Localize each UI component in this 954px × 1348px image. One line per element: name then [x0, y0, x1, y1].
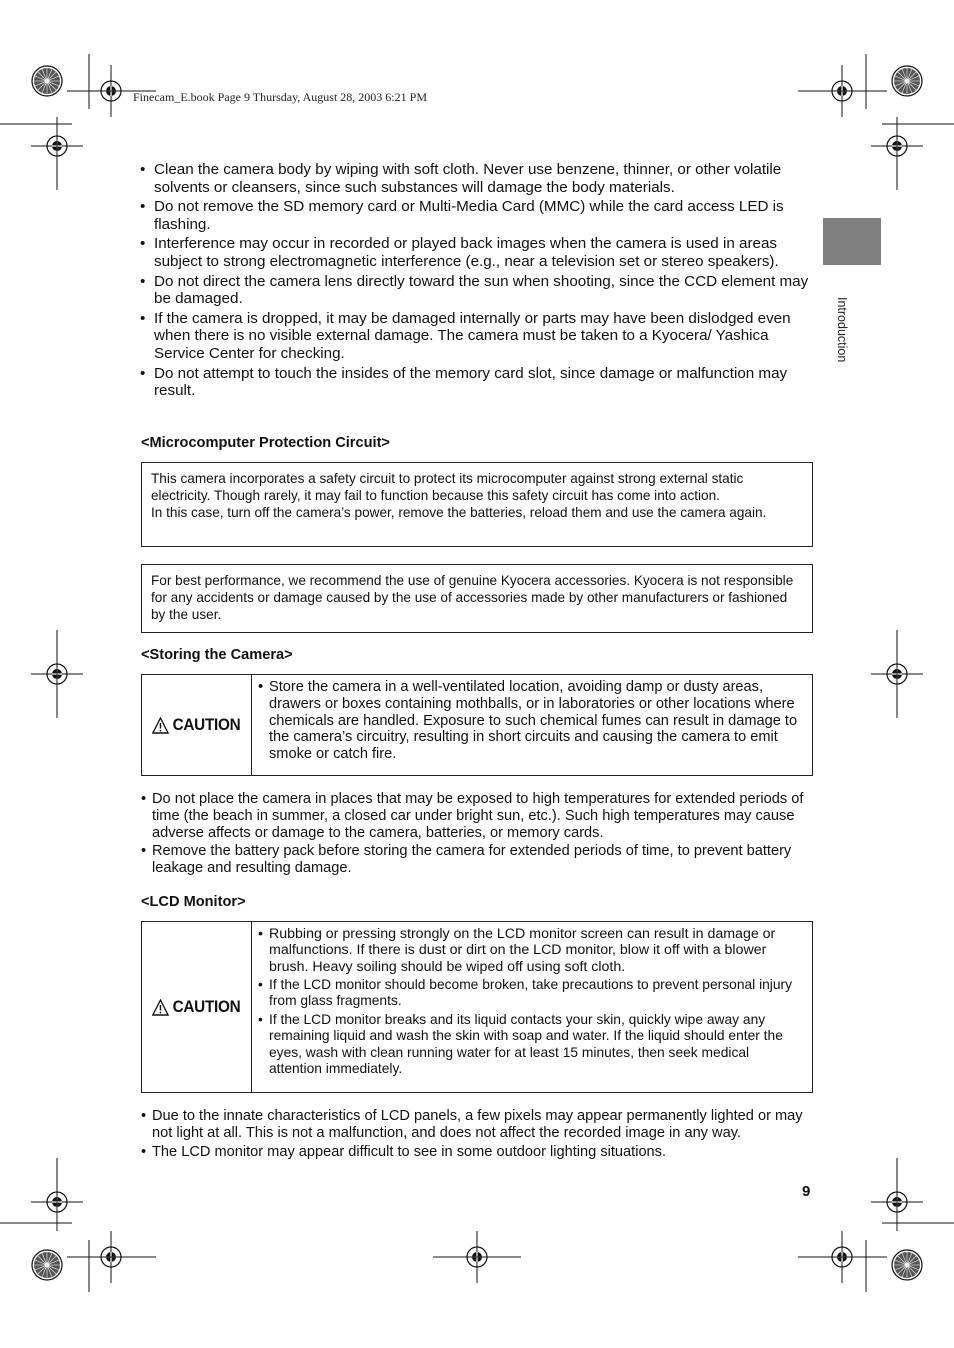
list-item: • Remove the battery pack before storing the camera for extended periods of time, to prevent battery leakage and resulting damage.: [141, 843, 815, 877]
section-tab-label: Introduction: [835, 297, 849, 363]
list-item: • Interference may occur in recorded or played back images when the camera is used in areas subject to strong electromagnetic interference (e.g., near a television set or stereo speakers).: [140, 235, 815, 270]
caution-text-cell: [252, 922, 812, 1092]
list-item: • Store the camera in a well-ventilated location, avoiding damp or dusty areas, drawers or boxes containing mothballs, or in laboratories or other locations where chemicals are handled. Exposure to such chemical fumes can result in damage to the camera’s circuitry, resulting in short circuits and causing the camera to emit smoke or catch fire.: [258, 679, 802, 763]
microcomputer-text: In this case, turn off the camera’s power, remove the batteries, reload them and use the camera again.: [151, 505, 767, 520]
storing-bullet-list: [141, 791, 815, 879]
warning-triangle-icon: [152, 717, 169, 734]
list-item: • Do not direct the camera lens directly toward the sun when shooting, since the CCD element may be damaged.: [140, 273, 815, 308]
list-item: • Do not remove the SD memory card or Multi-Media Card (MMC) while the card access LED is flashing.: [140, 198, 815, 233]
list-item: • If the camera is dropped, it may be damaged internally or parts may have been dislodged even when there is no visible external damage. The camera must be taken to a Kyocera/ Yashica Service Center for checking.: [140, 310, 815, 363]
list-item: • Rubbing or pressing strongly on the LCD monitor screen can result in damage or malfunctions. If there is dust or dirt on the LCD monitor, blow it off with a blower brush. Heavy soiling should be wiped off using soft cloth.: [258, 926, 802, 975]
caution-label: CAUTION: [172, 997, 241, 1016]
warning-triangle-icon: [152, 999, 169, 1016]
list-item: • If the LCD monitor breaks and its liquid contacts your skin, quickly wipe away any remaining liquid and wash the skin with soap and water. If the liquid should enter the eyes, wash with clean running water for at least 15 minutes, then seek medical attention immediately.: [258, 1012, 802, 1078]
list-item: • Clean the camera body by wiping with soft cloth. Never use benzene, thinner, or other volatile solvents or cleansers, since such substances will damage the body materials.: [140, 161, 815, 196]
caution-label: CAUTION: [172, 715, 241, 734]
print-header: Finecam_E.book Page 9 Thursday, August 28, 2003 6:21 PM: [133, 90, 427, 104]
caution-label-cell: [142, 922, 252, 1092]
microcomputer-heading: <Microcomputer Protection Circuit>: [141, 435, 390, 451]
section-tab: [823, 218, 881, 265]
accessories-note-text: For best performance, we recommend the use of genuine Kyocera accessories. Kyocera is not responsible for any accidents or damage caused by the use of accessories made by other manufacturers or fashioned by the user.: [151, 573, 794, 622]
lcd-caution-box: [141, 921, 813, 1093]
caution-text-cell: [252, 675, 812, 775]
storing-caution-box: [141, 674, 813, 776]
list-item: • Due to the innate characteristics of LCD panels, a few pixels may appear permanently lighted or may not light at all. This is not a malfunction, and does not affect the recorded image in any way.: [141, 1108, 817, 1142]
microcomputer-note-box: [141, 462, 813, 547]
intro-bullet-list: [140, 161, 815, 402]
lcd-bullet-list: [141, 1108, 817, 1162]
caution-label-cell: [142, 675, 252, 775]
accessories-note-box: [141, 564, 813, 633]
page-number: 9: [802, 1183, 811, 1200]
list-item: • Do not place the camera in places that may be exposed to high temperatures for extended periods of time (the beach in summer, a closed car under bright sun, etc.). Such high temperatures may cause adverse affects or damage to the camera, batteries, or memory cards.: [141, 791, 815, 841]
list-item: • Do not attempt to touch the insides of the memory card slot, since damage or malfunction may result.: [140, 365, 815, 400]
list-item: • If the LCD monitor should become broken, take precautions to prevent personal injury from glass fragments.: [258, 977, 802, 1010]
storing-heading: <Storing the Camera>: [141, 647, 293, 663]
microcomputer-text: This camera incorporates a safety circuit to protect its microcomputer against strong external static electricity. Though rarely, it may fail to function because this safety circuit has come into action.: [151, 471, 744, 503]
list-item: • The LCD monitor may appear difficult to see in some outdoor lighting situations.: [141, 1144, 817, 1161]
lcd-heading: <LCD Monitor>: [141, 894, 246, 910]
